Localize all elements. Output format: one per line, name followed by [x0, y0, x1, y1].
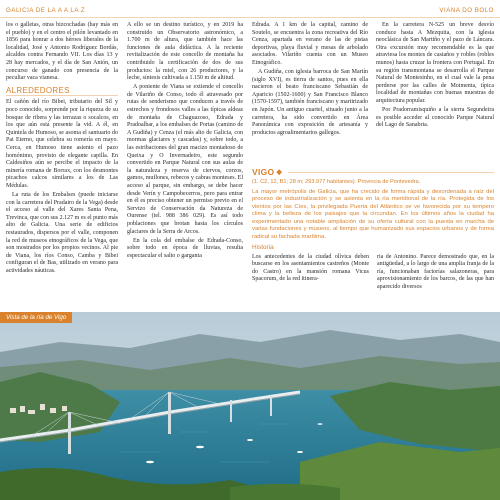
paragraph: El cañón del río Bibei, tributario del Sil y poco conocido, sorprende por la riqueza de su bosque de ribera y las terrazas o socalcos, en los que aún está presente la vid. A él, en Quintela de Humoso, se asoma el santuario do Pai Eterno, que celebra su romería en mayo. Cerca, en Humoso tiene asiento el pazo homónimo, provisto de elegante capilla. En Caldesiños aún se percibe el impacto de la minería romana de Borrax, con los desmontes picachos calcos similares a los de Las Médulas.	[6, 99, 118, 189]
paragraph: Edrada. A 1 km de la capital, camino de Soutelo, se encuentra la zona recreativa del Río Cenza, apartada en verano de las de pistas deportivas, playa fluvial y mesas de arbolado asociados. Vilariño cuenta con un Museo Etnográfico.	[252, 22, 368, 66]
subsection-heading-historia: Historia	[252, 244, 274, 252]
header-rule	[0, 17, 500, 18]
paragraph: Por Pradorramisquiño a la sierra Segundeira es posible acceder al conocido Parque Natural del Lago de Sanabria.	[376, 107, 494, 129]
paragraph: A ello se un destino turístico, y en 2019 ha construido un Observatorio astronómico, a 1.700 m de altura, que también hace las funciones de aula didáctica. A la reciente revitalización de este concello de montaña ha contribuido la certificación de dos de sus productos: la miel, con 26 productores, y la leche, síntesis cultivada a 1.150 m de altitud.	[127, 22, 243, 82]
section-heading-vigo: VIGO ◆	[252, 169, 494, 177]
running-header-right: VIANA DO BOLO	[439, 6, 494, 14]
vigo-subtitle: (1. C2, 12, B1; 28 m; 293.977 habitantes). Provincia de Pontevedra.	[252, 178, 421, 185]
paragraph: los o galletas, otras bizcochadas (hay más en el pueblo) y en el centro el pilón levantado en 1856 para honrar a dos héroes liberales de la localidad, José y Antonio Rodríguez Bordás, alcaldes contra Fernando VII. Los días 13 y 28 hay mercados, y el día de San Antón, un concurso de ganado con presencia de la peculiar vaca vianesa.	[6, 22, 118, 82]
vigo-history	[252, 254, 494, 292]
paragraph: Los antecedentes de la ciudad olívica deben buscarse en los asentamientos castreños (Monte do Castro) en la mansión romana Vicus Spacorum, de la red itinera-	[252, 253, 369, 283]
ria-de-vigo-photo	[0, 312, 500, 500]
paragraph: En la cola del embalse de Edrada-Conso, sobre todo en época de lluvias, resulta espectacular el salto o garganta	[127, 237, 243, 259]
text-column-1	[6, 22, 118, 277]
photo-illustration	[0, 312, 500, 500]
paragraph: ria de Antonino. Parece demostrado que, en la antigüedad, a lo largo de una amplia franja de la ría, funcionaban factorías salazoneras, para aprovisionamiento de los barcos, de las que han aparecido diversos	[377, 253, 494, 291]
text-column-3	[252, 22, 368, 139]
paragraph: A Gudiña, con iglesia barroca de San Martín (siglo XVI), es tierra de santos, pues en ella nacieron el beato franciscano Sebastián de Aparicio (1502-1600) y San Francisco Blanco (1570-1597), también franciscano y martirizado en Japón. Un antiguo cuartel, situado junto a la carretera, ha sido convertido en Área Panorámica con exposición de artesanía y productos agroalimentarios gallegos.	[252, 69, 368, 136]
paragraph: En la carretera N-525 un breve desvío conduce hasta A Mezquita, con la iglesia neoclásica de San Martiño y el pazo de Láncara. Otra excursión muy recomendable es la que atraviesa los montes de castaños y robles (robles munos) hasta cruzar la frontera con Portugal. En su región transmontana se desarrolla el Parque Natural de Montesinho, en el cual vale la pena perderse por las calles de Moimenta, típica localidad de montañas con buenas muestras de arquitectura popular.	[376, 22, 494, 104]
paragraph: La ruta de los Embalses (puede iniciarse con la carretera del Pradairo de la Vega) desde el acceso al valle del Xares Santa Pena, Trevinca, que con sus 2.127 m es el punto más alto de Galicia. Una serie de edificios restaurados, dispersos por el valle, componen la red de museos etnográficos de la Vega, que son mostrados por los propios vecinos. Al pie de Viana, los ríos Conso, Camba y Bibei configuran el de Bas, utilizado en verano para actividades náuticas.	[6, 191, 118, 274]
photo-caption: Vista de la ría de Vigo	[0, 312, 72, 323]
vigo-intro: La mayor metrópolis de Galicia, que ha crecido de forma rápida y desordenada a raíz del proceso de industrialización y se asienta en la ría meridional de la ría. Protegida de los vientos por las Cíes, la privilegiada Puerta del Atlántico se ve favorecida por su tempero clima y la belleza de los paisajes que la circundan. En los últimos años la ciudad ha experimentado una notable ampliación de su oferta cultural con la puesta en marcha de varias fundaciones y museos, al tiempo que humanizado sus espacios urbanos y de forma radical su fachada marítima.	[252, 188, 494, 240]
text-column-2	[127, 22, 243, 262]
paragraph: A poniente de Viana se extiende el concello de Vilariño de Conso, todo él atravesado por rutas de senderismo que conducen a través de estrechos y frondosos valles a las típicas aldeas de montaña de Chaguazoso, Edrada y Pradoalbar, a los embalses de Portas (camino de A Gudiña) y Cenza (el más alto de Galicia, con mormas glaciares y cascadas) y, sobre todo, a las estribaciones del gran macizo montañoso de Queixa y O Invernadeiro, este segundo convertido en Parque Natural con sus aulas de la naturaleza y reserva de ciervos, corzos, gamos, muflones, rebecos y cabras monteses. El acceso al parque, sin embargo, se debe hacer desde Verín y Campobecerros, pero para entrar en él es preciso obtener un permiso previo en el Servizo de Conservación da Natureza de Ourense (tel. 988 386 029). Es así todo poblaciones que brotan hasta los círculos glaciares de la Serra de Arcos.	[127, 84, 243, 235]
vigo-section	[252, 166, 494, 292]
text-column-4	[376, 22, 494, 131]
section-heading-alrededores: ALREDEDORES	[6, 87, 118, 97]
running-header-left: GALICIA DE LA A A LA Z	[6, 6, 86, 14]
